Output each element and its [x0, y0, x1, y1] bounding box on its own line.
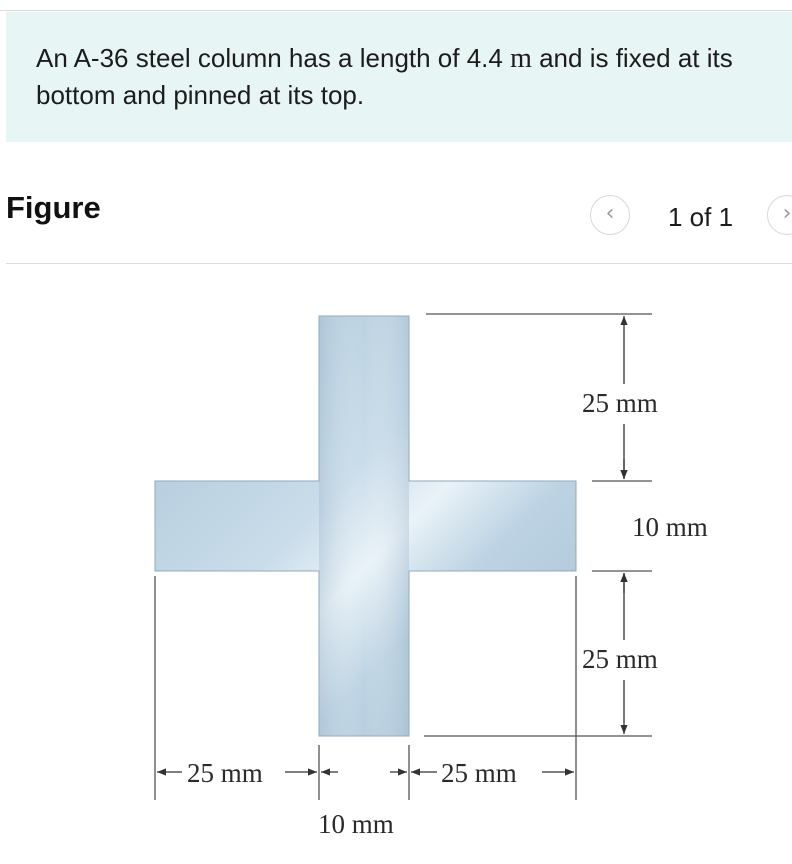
- problem-text-start: An A-36 steel column has a length of 4.4: [36, 43, 511, 73]
- web-thickness-horizontal-label: 10 mm: [318, 809, 394, 839]
- web-highlight: [319, 316, 409, 736]
- figure-pager: 1 of 1: [668, 202, 734, 232]
- bottom-arm-dimension-label: 25 mm: [582, 644, 658, 674]
- top-arm-dimension-label: 25 mm: [582, 388, 658, 418]
- chevron-right-icon: ›: [782, 201, 792, 226]
- left-arm-dimension-label: 25 mm: [187, 758, 263, 788]
- problem-text-end: and is fixed at its bottom and pinned at its top.: [36, 43, 733, 110]
- length-unit: m: [510, 43, 532, 74]
- web-thickness-vertical-label: 10 mm: [632, 512, 708, 542]
- chevron-left-icon: ‹: [605, 201, 615, 226]
- right-arm-dimension-label: 25 mm: [441, 758, 517, 788]
- figure-heading: Figure: [6, 190, 101, 225]
